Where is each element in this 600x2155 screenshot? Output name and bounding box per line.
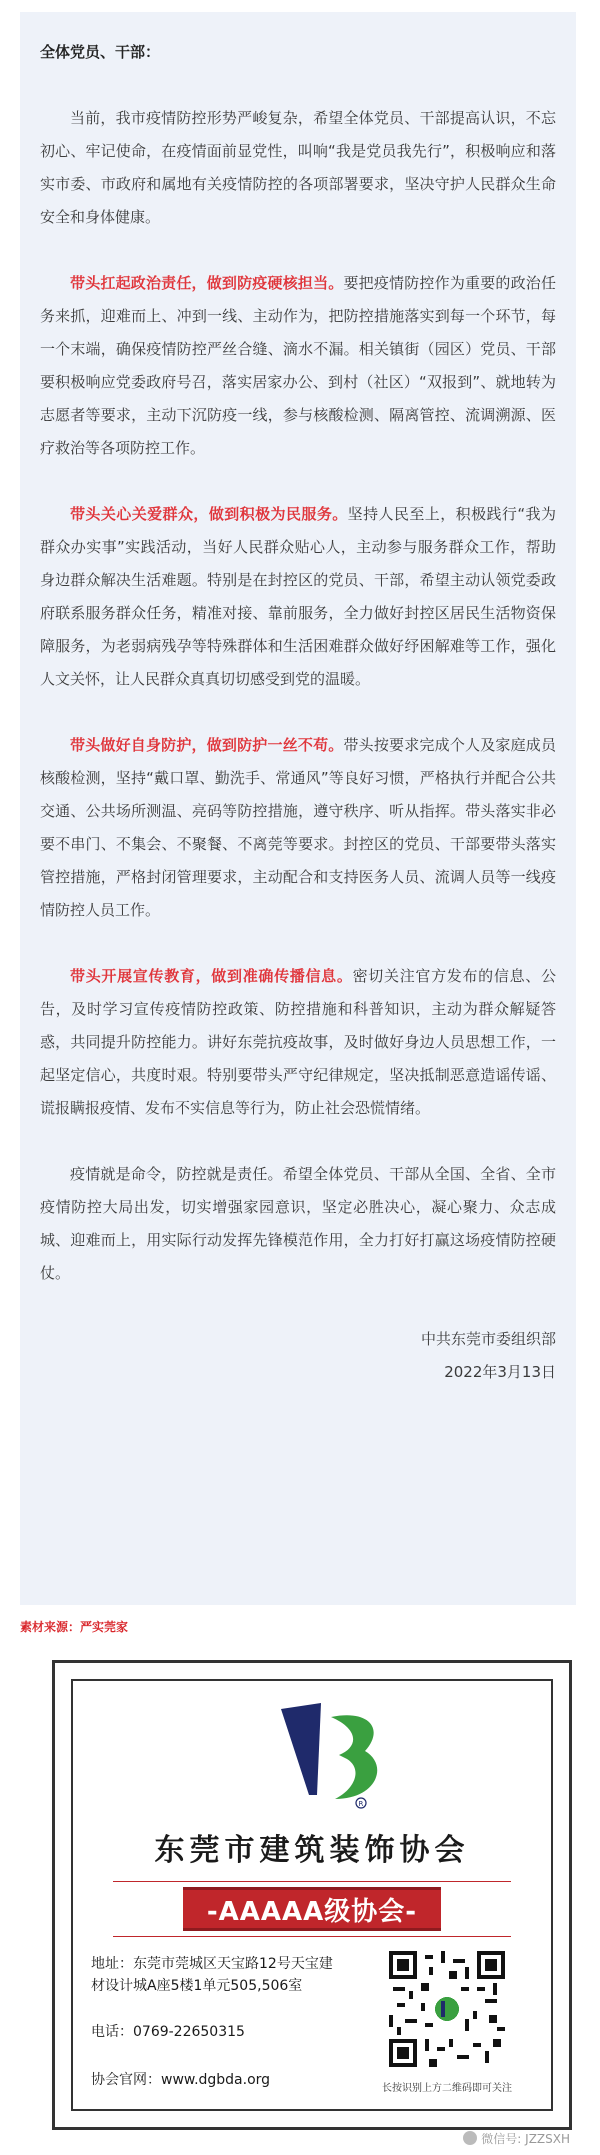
address: 地址：东莞市莞城区天宝路12号天宝建材设计城A座5楼1单元505,506室 [91,1956,333,1994]
section-3 [40,729,556,927]
section-1 [40,267,556,465]
date: 2022年3月13日 [444,1363,556,1381]
section-4-body: 密切关注官方发布的信息、公告，及时学习宣传疫情防控政策、防控措施和科普知识，主动为群众解疑答惑，共同提升防控能力。讲好东莞抗疫故事，及时做好身边人员思想工作，一起坚定信心，共度时艰。特别要带头严守纪律规定，坚决抵制恶意造谣传谣、谎报瞒报疫情、发布不实信息等行为，防止社会恐慌情绪。 [40,967,556,1117]
qr-caption: 长按识别上方二维码即可关注 [382,2083,512,2094]
association-logo-icon [273,1699,393,1809]
section-3-heading: 带头做好自身防护，做到防护一丝不苟。 [70,736,344,754]
grade-badge: -AAAAA级协会- [183,1887,441,1931]
section-2 [40,498,556,696]
qr-block [377,1951,517,2094]
signature: 中共东莞市委组织部 [420,1330,556,1348]
section-2-heading: 带头关心关爱群众，做到积极为民服务。 [70,505,348,523]
wechat-watermark [463,2130,570,2147]
association-card [52,1660,572,2130]
section-3-body: 带头按要求完成个人及家庭成员核酸检测，坚持“戴口罩、勤洗手、常通风”等良好习惯，严格执行并配合公共交通、公共场所测温、亮码等防控措施，遵守秩序、听从指挥。带头落实非必要不串门、不集会、不聚餐、不离莞等要求。封控区的党员、干部要带头落实管控措施，严格封闭管理要求，主动配合和支持医务人员、流调人员等一线疫情防控人员工作。 [40,736,556,919]
section-1-heading: 带头扛起政治责任，做到防疫硬核担当。 [70,274,344,292]
section-4 [40,960,556,1125]
watermark-text: 微信号: JZZSXH [481,2132,570,2146]
section-2-body: 坚持人民至上，积极践行“我为群众办实事”实践活动，当好人民群众贴心人，主动参与服务群众工作，帮助身边群众解决生活难题。特别是在封控区的党员、干部，希望主动认领党委政府联系服务群众任务，精准对接、靠前服务，全力做好封控区居民生活物资保障服务，为老弱病残孕等特殊群体和生活困难群众做好纾困解难等工作，强化人文关怀，让人民群众真真切切感受到党的温暖。 [40,505,556,688]
greeting: 全体党员、干部： [40,43,161,61]
website[interactable]: 协会官网：www.dgbda.org [91,2072,271,2088]
association-name: 东莞市建筑装饰协会 [154,1833,470,1868]
source-note: 素材来源：严实莞家 [20,1620,129,1634]
intro-paragraph: 当前，我市疫情防控形势严峻复杂，希望全体党员、干部提高认识，不忘初心、牢记使命，在疫情面前显党性，叫响“我是党员我先行”，积极响应和落实市委、市政府和属地有关疫情防控的各项部署要求，坚决守护人民群众生命安全和身体健康。 [40,109,556,226]
card-inner-frame [71,1679,553,2111]
signature-block [40,1323,556,1389]
qr-code-icon[interactable] [389,1951,505,2067]
closing-paragraph: 疫情就是命令，防控就是责任。希望全体党员、干部从全国、全省、全市疫情防控大局出发，切实增强家园意识，坚定必胜决心，凝心聚力、众志成城、迎难而上，用实际行动发挥先锋模范作用，全力打好打赢这场疫情防控硬仗。 [40,1165,556,1282]
phone: 电话：0769-22650315 [91,2024,245,2040]
contact-info [91,1953,341,2091]
svg-text:R: R [358,1800,364,1808]
letter-body [20,12,576,1605]
section-1-body: 要把疫情防控作为重要的政治任务来抓，迎难而上、冲到一线、主动作为，把防控措施落实到每一个环节，每一个末端，确保疫情防控严丝合缝、滴水不漏。相关镇街（园区）党员、干部要积极响应党委政府号召，落实居家办公、到村（社区）“双报到”、就地转为志愿者等要求，主动下沉防疫一线，参与核酸检测、隔离管控、流调溯源、医疗救治等各项防控工作。 [40,274,556,457]
wechat-icon [463,2131,477,2145]
section-4-heading: 带头开展宣传教育，做到准确传播信息。 [70,967,353,985]
